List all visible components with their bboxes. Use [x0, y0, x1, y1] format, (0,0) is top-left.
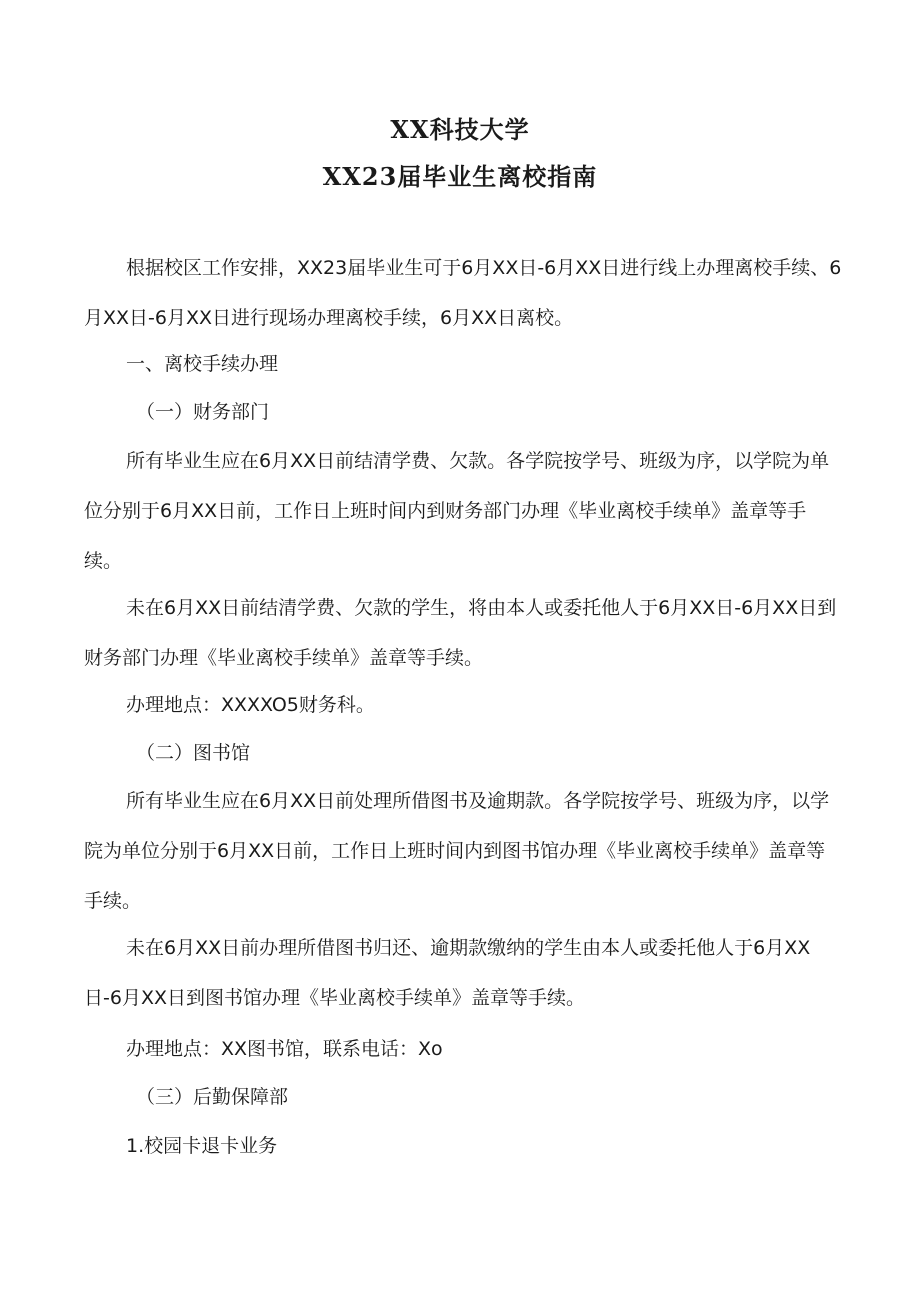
library-paragraph-1: 所有毕业生应在6月XX日前处理所借图书及逾期款。各学院按学号、班级为序，以学院为单位分别于6月XX日前，工作日上班时间内到图书馆办理《毕业离校手续单》盖章等手续。	[84, 790, 830, 912]
library-paragraph-2: 未在6月XX日前办理所借图书归还、逾期款缴纳的学生由本人或委托他人于6月XX日-6月XX日到图书馆办理《毕业离校手续单》盖章等手续。	[84, 937, 811, 1009]
finance-paragraph-1: 所有毕业生应在6月XX日前结清学费、欠款。各学院按学号、班级为序，以学院为单位分别于6月XX日前，工作日上班时间内到财务部门办理《毕业离校手续单》盖章等手续。	[84, 450, 830, 572]
subsection-heading-logistics: （三）后勤保障部	[136, 1086, 289, 1108]
section-heading-procedures: 一、离校手续办理	[126, 353, 279, 375]
logistics-item-card: 1.校园卡退卡业务	[126, 1135, 278, 1157]
subsection-heading-library: （二）图书馆	[136, 742, 251, 764]
finance-location: 办理地点：XXXXO5财务科。	[126, 694, 375, 716]
library-location: 办理地点：XX图书馆，联系电话：Xo	[126, 1038, 443, 1060]
document-title: XX23届毕业生离校指南	[322, 162, 598, 191]
intro-paragraph: 根据校区工作安排，XX23届毕业生可于6月XX日-6月XX日进行线上办理离校手续、6月XX日-6月XX日进行现场办理离校手续，6月XX日离校。	[84, 257, 842, 329]
university-title: XX科技大学	[390, 115, 530, 144]
finance-paragraph-2: 未在6月XX日前结清学费、欠款的学生，将由本人或委托他人于6月XX日-6月XX日到财务部门办理《毕业离校手续单》盖章等手续。	[84, 597, 837, 669]
subsection-heading-finance: （一）财务部门	[136, 401, 270, 423]
